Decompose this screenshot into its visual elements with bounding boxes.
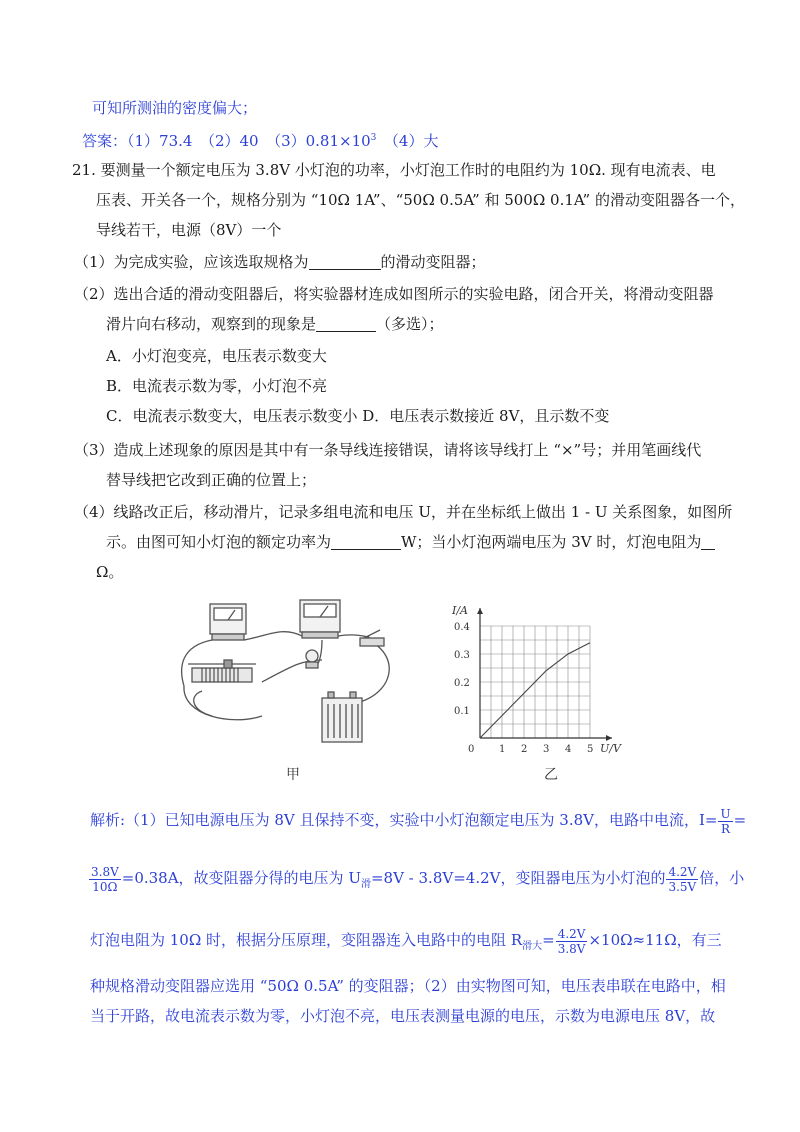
part1-blank xyxy=(309,253,381,270)
analysis-text3a: 灯泡电阻为 10Ω 时，根据分压原理，变阻器连入电路中的电阻 R xyxy=(90,931,523,949)
y-axis-label: I/A xyxy=(452,604,468,617)
fraction-42-over-38 xyxy=(556,927,588,956)
answers-text: 答案：（1）73.4 （2）40 （3）0.81×10 xyxy=(82,132,371,150)
analysis-line2 xyxy=(88,858,744,905)
option-b: B．电流表示数为零，小灯泡不亮 xyxy=(106,377,328,395)
part4-blank-power xyxy=(331,533,401,550)
x-tick-label: 2 xyxy=(521,744,528,754)
prev-conclusion: 可知所测油的密度偏大； xyxy=(92,99,258,117)
analysis-eq3: = xyxy=(542,931,555,949)
part1-text: （1）为完成实验，应该选取规格为 xyxy=(74,253,309,271)
y-axis-arrow xyxy=(477,608,483,614)
fraction-den: 3.5V xyxy=(668,879,697,894)
right-figure-caption: 乙 xyxy=(544,767,558,783)
q21-part3-line2: 替导线把它改到正确的位置上； xyxy=(106,471,317,489)
q21-part1 xyxy=(74,252,486,272)
y-tick-label: 0.2 xyxy=(454,678,470,689)
option-c-d: C．电流表示数变大，电压表示数变小 D．电压表示数接近 8V，且示数不变 xyxy=(106,407,610,425)
q21-line2: 压表、开关各一个，规格分别为 “10Ω 1A”、“50Ω 0.5A” 和 500Ω 0.1A” 的滑动变阻器各一个， xyxy=(96,191,745,209)
q21-part4-line2 xyxy=(106,532,715,552)
q21-part4-line3: Ω。 xyxy=(96,563,124,581)
fraction-den: 10Ω xyxy=(92,879,118,894)
fraction-num: 3.8V xyxy=(91,864,119,879)
fraction-den: 3.8V xyxy=(557,941,586,956)
q21-part4-line1: （4）线路改正后，移动滑片，记录多组电流和电压 U，并在坐标纸上做出 1 - U 关系图象，如图所 xyxy=(74,503,733,521)
fraction-num: U xyxy=(720,806,731,821)
fraction-42-over-35 xyxy=(666,865,698,894)
fraction-num: 4.2V xyxy=(557,926,586,941)
x-tick-label: 4 xyxy=(565,744,572,754)
part2-tail: （多选）； xyxy=(376,315,444,333)
fraction-den: R xyxy=(721,821,731,836)
option-a: A．小灯泡变亮，电压表示数变大 xyxy=(106,347,327,365)
q21-part3-line1: （3）造成上述现象的原因是其中有一条导线连接错误，请将该导线打上 “×”号；并用笔画线代 xyxy=(74,441,702,459)
analysis-line5: 当于开路，故电流表示数为零，小灯泡不亮，电压表测量电源的电压，示数为电源电压 8V，故 xyxy=(90,1007,716,1025)
y-tick-label: 0.1 xyxy=(454,706,470,717)
circuit-diagram xyxy=(172,596,412,756)
x-axis-label: U/V xyxy=(600,742,621,754)
q21-part2-line2 xyxy=(106,314,444,334)
left-figure-caption: 甲 xyxy=(286,767,300,783)
y-tick-label: 0.4 xyxy=(454,622,470,633)
analysis-text1: 解析:（1）已知电源电压为 8V 且保持不变，实验中小灯泡额定电压为 3.8V，电路中电流，I= xyxy=(90,811,718,829)
part1-tail: 的滑动变阻器； xyxy=(380,253,486,271)
prev-answers xyxy=(82,128,438,151)
analysis-line4: 种规格滑动变阻器应选用 “50Ω 0.5A” 的变阻器；（2）由实物图可知，电压表串联在电路中，相 xyxy=(90,977,726,995)
part4-blank-resistance xyxy=(701,533,715,550)
analysis-line1 xyxy=(90,800,746,840)
subscript-slide: 滑 xyxy=(360,879,371,890)
q21-line1: 21. 要测量一个额定电压为 3.8V 小灯泡的功率，小灯泡工作时的电阻约为 10Ω. 现有电流表、电 xyxy=(72,161,716,179)
x-tick-label: 3 xyxy=(543,744,550,754)
part2-text: 滑片向右移动，观察到的现象是 xyxy=(106,315,317,333)
analysis-text2b: =8V - 3.8V=4.2V，变阻器电压为小灯泡的 xyxy=(370,869,666,887)
q21-part2-line1: （2）选出合适的滑动变阻器后，将实验器材连成如图所示的实验电路，闭合开关，将滑动变阻器 xyxy=(74,285,714,303)
iu-graph xyxy=(440,602,630,754)
analysis-text3c: ×10Ω≈11Ω，有三 xyxy=(588,931,722,949)
y-tick-label: 0.3 xyxy=(454,650,470,661)
q21-line3: 导线若干，电源（8V）一个 xyxy=(96,221,282,239)
analysis-text2c: 倍，小 xyxy=(699,869,745,887)
analysis-eq: = xyxy=(733,811,747,829)
fraction-u-over-r xyxy=(718,807,732,836)
fraction-num: 4.2V xyxy=(668,864,697,879)
x-axis-arrow xyxy=(606,735,612,741)
switch xyxy=(360,638,384,646)
subscript-slide-max: 滑大 xyxy=(522,941,543,952)
bulb xyxy=(306,650,318,662)
analysis-line3 xyxy=(90,920,722,967)
x-tick-label: 1 xyxy=(499,744,506,754)
answers-exponent: 3 xyxy=(370,133,377,143)
part4-text: 示。由图可知小灯泡的额定功率为 xyxy=(106,533,332,551)
part2-blank xyxy=(316,315,376,332)
analysis-text2a: =0.38A，故变阻器分得的电压为 U xyxy=(121,869,361,887)
x-tick-label: 5 xyxy=(587,744,594,754)
answers-tail: （4）大 xyxy=(376,132,439,150)
x-tick-label: 0 xyxy=(468,744,475,754)
part4-mid: W；当小灯泡两端电压为 3V 时，灯泡电阻为 xyxy=(401,533,702,551)
fraction-38-over-10 xyxy=(89,865,121,894)
